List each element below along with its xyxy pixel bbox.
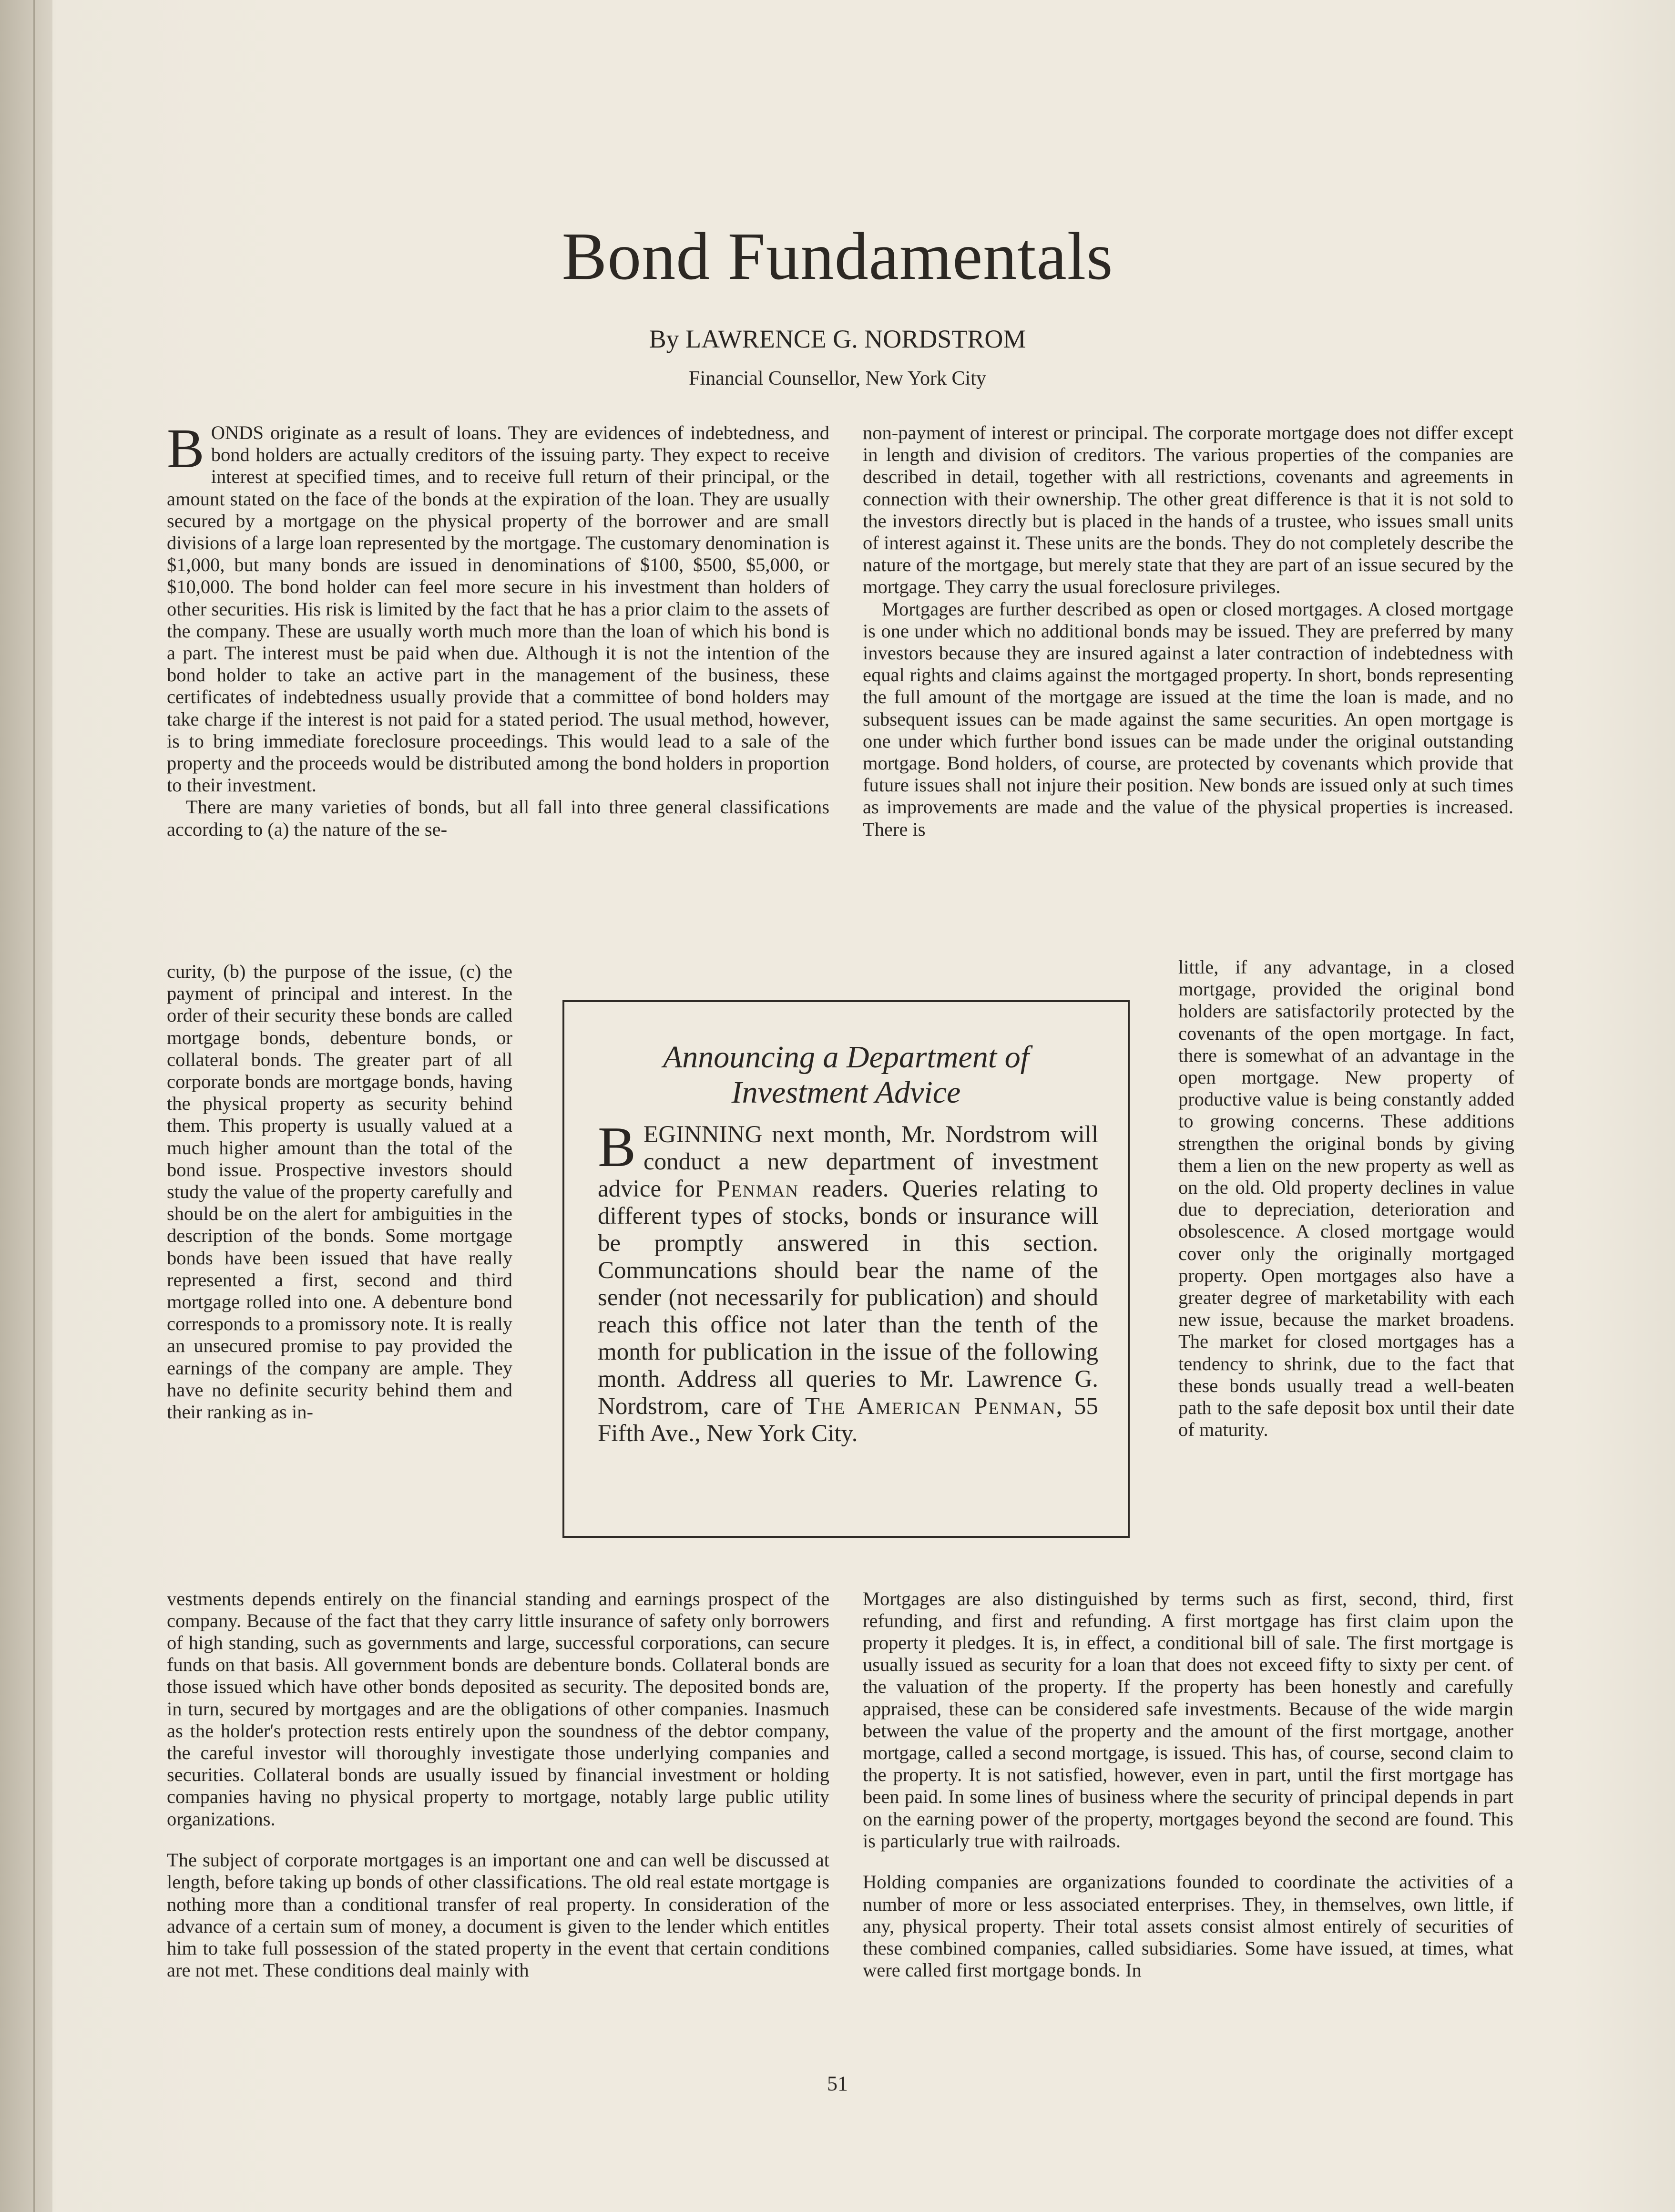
article-title: Bond Fundamentals xyxy=(562,218,1113,294)
announcement-heading-1: Announcing a Department of xyxy=(663,1040,1030,1075)
paragraph-holding-companies: Holding companies are organizations founded to coordinate the activities of a number of more or less associated enterprises. They, in themselves, own little, if any, physical property. Their total assets consist almost entirely of securities of these combined companies, called subsidiaries. Some have issued, at times, what were called first mortgage bonds. In xyxy=(863,1871,1513,1981)
article-byline: By LAWRENCE G. NORDSTROM xyxy=(649,325,1026,353)
announcement-text-2: readers. Queries relating to different types of stocks, bonds or insurance will be promptly answered in this section. Communcations should bear the name of the sender (not necessarily for publication) and should reach this office not later than the tenth of the month for publication in the issue of the following month. Address all queries to Mr. Lawrence G. Nordstrom, care of xyxy=(598,1176,1098,1420)
paragraph-nonpayment: non-payment of interest or principal. The corporate mortgage does not differ except in length and division of creditors. The various properties of the companies are described in detail, together with all restrictions, covenants and agreements in connection with their ownership. The other great difference is that it is not sold to the investors directly but is placed in the hands of a trustee, who issues small units of interest against it. These units are the bonds. They do not completely describe the nature of the mortgage, but merely state that they are part of an issue secured by the mortgage. They carry the usual foreclosure privileges. xyxy=(863,422,1513,598)
announcement-text-3: , 55 Fifth Ave., New York City. xyxy=(598,1393,1099,1447)
paragraph-first-second: Mortgages are also distinguished by terms such as first, second, third, first refunding, and first and refunding. A first mortgage has first claim upon the property it pledges. It is, in effect, a conditional bill of sale. The first mortgage is usually issued as security for a loan that does not exceed fifty to sixty per cent. of the valuation of the property. If the property has been honestly and carefully appraised, these can be considered safe investments. Because of the wide margin between the value of the property and the amount of the first mortgage, another mortgage, called a second mortgage, is issued. This has, of course, second claim to the property. It is not satisfied, however, even in part, until the first mortgage has been paid. In some lines of business where the security of principal depends in part on the earning power of the property, mortgages beyond the second are found. This is particularly true with railroads. xyxy=(863,1587,1513,1852)
drop-cap: B xyxy=(167,417,204,480)
intro-text: ONDS originate as a result of loans. They are evidences of indebtedness, and bond holders are actually creditors of the issuing party. They expect to receive interest at specified times, and to receive full return of their principal, or the amount stated on the face of the bonds at the expiration of the loan. They are usually secured by a mortgage on the physical property of the borrower and are small divisions of a large loan represented by the mortgage. The customary denomination is $1,000, but many bonds are issued in denominations of $100, $500, $5,000, or $10,000. The bond holder can feel more secure in his investment than holders of other securities. His risk is limited by the fact that he has a prior claim to the assets of the company. These are usually worth much more than the loan of which his bond is a part. The interest must be paid when due. Although it is not the intention of the bond holder to take an active part in the management of the business, these certificates of indebtedness usually provide that a committee of bond holders may take charge if the interest is not paid for a stated period. The usual method, however, is to bring immediate foreclosure proceedings. This would lead to a sale of the property and the proceeds would be distributed among the bond holders in proportion to their investment. xyxy=(167,422,829,796)
right-column-top xyxy=(863,422,1513,840)
announcement-box xyxy=(562,1000,1130,1538)
left-column-bottom xyxy=(167,1568,829,2001)
announcement-penman: Penman xyxy=(716,1176,799,1202)
paragraph-debenture-cont: vestments depends entirely on the financial standing and earnings prospect of the company. Because of the fact that they carry little insurance of safety only borrowers of high standing, such as governments and large, successful corporations, can secure funds on that basis. All government bonds are debenture bonds. Collateral bonds are those issued which have other bonds deposited as security. The deposited bonds are, in turn, secured by mortgages and are the obligations of other companies. Inasmuch as the holder's protection rests entirely upon the soundness of the debtor company, the careful investor will thoroughly investigate those underlying companies and securities. Collateral bonds are usually issued by financial investment or holding companies having no physical property to mortgage, notably large public utility organizations. xyxy=(167,1587,829,1830)
announcement-drop-cap: B xyxy=(598,1115,636,1178)
paragraph-open-closed: Mortgages are further described as open or closed mortgages. A closed mortgage is one under which no additional bonds may be issued. They are preferred by many investors because they are insured against a later contraction of indebtedness with equal rights and claims against the mortgaged property. In short, bonds representing the full amount of the mortgage are issued at the time the loan is made, and no subsequent issues can be made against the same securities. An open mortgage is one under which further bond issues can be made under the original outstanding mortgage. Bond holders, of course, are protected by covenants which provide that future issues shall not injure their position. New bonds are issued only at such times as improvements are made and the value of the physical properties is increased. There is xyxy=(863,598,1513,840)
paragraph-varieties: There are many varieties of bonds, but all fall into three general classifications according to (a) the nature of the se- xyxy=(167,796,829,840)
announcement-text-1: next month, Mr. Nordstrom will conduct a new department of investment advice for xyxy=(598,1121,1098,1202)
author-affiliation: Financial Counsellor, New York City xyxy=(689,368,986,389)
right-column-narrow: little, if any advantage, in a closed mortgage, provided the original bond holders are satisfactorily protected by the covenants of the open mortgage. In fact, there is somewhat of an advantage in the open mortgage. New property of productive value is being constantly added to growing concerns. These additions strengthen the original bonds by giving them a lien on the new property as well as on the old. Old property declines in value due to depreciation, deterioration and obsolescence. A closed mortgage would cover only the originally mortgaged property. Open mortgages also have a greater degree of marketability with each new issue, because the market broadens. The market for closed mortgages has a tendency to shrink, due to the fact that these bonds usually tread a well-beaten path to the safe deposit box until their date of maturity. xyxy=(1178,956,1514,1441)
announcement-body xyxy=(598,1115,1099,1447)
left-column-top xyxy=(167,417,829,840)
right-column-bottom xyxy=(863,1568,1513,2001)
announcement-magazine: The American Penman xyxy=(805,1393,1056,1420)
announcement-heading-2: Investment Advice xyxy=(731,1075,961,1110)
page-number: 51 xyxy=(827,2072,848,2095)
paragraph-intro xyxy=(167,417,829,796)
announcement-lead: EGINNING xyxy=(643,1121,763,1148)
paragraph-corporate-mortgages: The subject of corporate mortgages is an important one and can well be discussed at length, before taking up bonds of other classifications. The old real estate mortgage is nothing more than a conditional transfer of real property. In consideration of the advance of a certain sum of money, a document is given to the lender which entitles him to take full possession of the stated property in the event that certain conditions are not met. These conditions deal mainly with xyxy=(167,1849,829,1981)
left-column-narrow: curity, (b) the purpose of the issue, (c) the payment of principal and interest. In the order of their security these bonds are called mortgage bonds, debenture bonds, or collateral bonds. The greater part of all corporate bonds are mortgage bonds, having the physical property as security behind them. This property is usually valued at a much higher amount than the total of the bond issue. Prospective investors should study the value of the property carefully and should be on the alert for ambiguities in the description of the bonds. Some mortgage bonds have been issued that have really represented a first, second and third mortgage rolled into one. A debenture bond corresponds to a promissory note. It is really an unsecured promise to pay provided the earnings of the company are ample. They have no definite security behind them and their ranking as in- xyxy=(167,961,512,1423)
